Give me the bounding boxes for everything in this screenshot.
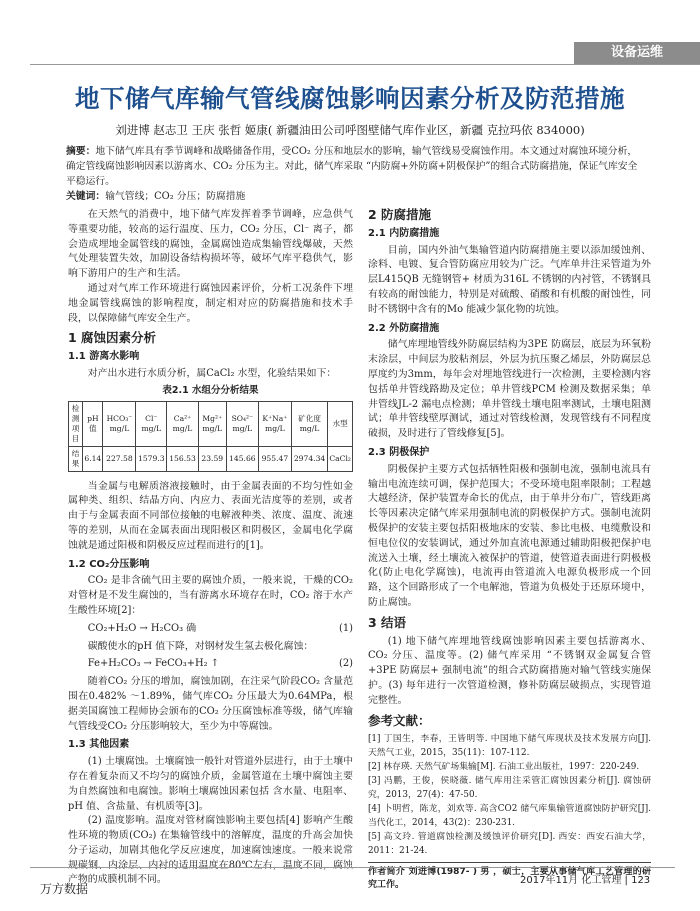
intro-paragraph-2: 通过对气库工作环境进行腐蚀因素评价，分析工况条件下埋地金属管线腐蚀的影响程度，制定相对应的防腐措施和技术手段，以保障储气库安全生产。 <box>68 282 353 324</box>
keywords-label: 关键词： <box>66 191 106 202</box>
table-row <box>69 446 353 471</box>
reference-item: [4] 卜明哲，陈龙，刘欢等. 高含CO2 储气库集输管道腐蚀防护研究[J]. 当代化工，2014，43(2)：230-231. <box>368 804 651 829</box>
reference-item: [3] 冯鹏，王俊，侯晓薇. 储气库用注采管汇腐蚀因素分析[J]. 腐蚀研究，2013，27(4)：47-50. <box>368 776 651 801</box>
table-cell: 955.47 <box>258 446 291 471</box>
section-1-1-heading: 1.1 游离水影响 <box>68 351 140 363</box>
intro-paragraph-1: 在天然气的消费中，地下储气库发挥着季节调峰，应急供气等重要功能，较高的运行温度、压力，CO₂ 分压，Cl⁻ 离子，都会造成埋地金属管线的腐蚀，金属腐蚀造成集输管线爆破，天然气处理装置失效，加剧设备结构损坏等，破坏气库平稳供气，影响下游用户的生产和生活。 <box>68 209 353 280</box>
table-header-cell: pH值 <box>83 401 103 446</box>
section-2-2-heading: 2.2 外防腐措施 <box>368 322 440 334</box>
table-header-cell: 水型 <box>328 401 353 446</box>
table-header-cell: 矿化度 mg/L <box>291 401 328 446</box>
table-cell: 1579.3 <box>136 446 167 471</box>
table-caption: 表2.1 水组分分析结果 <box>162 384 259 396</box>
water-paragraph-2: 当金属与电解质溶液接触时，由于金属表面的不均匀性如金属种类、组织、结晶方向、内应力、表面光洁度等的差别，或者由于与金属表面不同部位接触的电解液种类、浓度、温度、流速等的差别，从而在金属表面出现阳极区和阴极区，金属电化学腐蚀就是通过阳极和阴极反应过程而进行的[1]。 <box>68 480 353 551</box>
table-cell: 6.14 <box>83 446 103 471</box>
section-3-heading: 3 结语 <box>368 614 407 630</box>
right-column <box>368 208 651 892</box>
outer-protection-paragraph: 储气库埋地管线外防腐层结构为3PE 防腐层，底层为环氧粉末涂层，中间层为胶粘剂层，外层为抗压聚乙烯层，外防腐层总厚度约为3mm，每年会对埋地管线进行一次检测，主要检测内容包括单井管线路勘及定位；单井管线PCM 检测及数据采集；单井管线JL-2 漏电点检测；单井管线土壤电阻率测试，土壤电阻测试；单井管线壁厚测试，通过对管线检测，发现管线有不同程度破损，及时进行了管线修复[5]。 <box>368 339 651 440</box>
table-header-cell: Ca²⁺ mg/L <box>167 401 199 446</box>
equation-1 <box>68 622 353 637</box>
equation-2 <box>68 657 353 672</box>
table-header-cell: Mg²⁺ mg/L <box>198 401 226 446</box>
co2-paragraph-3: 随着CO₂ 分压的增加，腐蚀加剧，在注采气阶段CO₂ 含量范围在0.482% ～1.89%，储气库CO₂ 分压最大为0.64MPa，根据美国腐蚀工程师协会颁布的CO₂ 分压腐蚀标准等级，储气库输气管线受CO₂ 分压影响较大，至少为中等腐蚀。 <box>68 676 353 732</box>
table-header-cell: K⁺Na⁺ mg/L <box>258 401 291 446</box>
authors-line: 刘进博 赵志卫 王庆 张哲 姬康( 新疆油田公司呼图壁储气库作业区，新疆 克拉玛依 834000) <box>115 123 585 137</box>
reference-item: [1] 丁国生，李春，王皆明等. 中国地下储气库现状及技术发展方向[J]. 天然气工业，2015，35(11)：107-112. <box>368 734 651 759</box>
source-watermark: 万方数据 <box>40 882 89 896</box>
water-analysis-table <box>68 401 353 472</box>
abstract-block <box>66 144 638 204</box>
equation-1-body: CO₂+H₂O → H₂CO₃ 确 <box>87 622 197 634</box>
reference-item: [5] 高文玲. 管道腐蚀检测及缓蚀评价研究[D]. 西安：西安石油大学，2011：21-24. <box>368 832 651 857</box>
abstract-label: 摘要： <box>66 146 96 157</box>
section-1-2-heading: 1.2 CO₂分压影响 <box>68 558 150 570</box>
table-cell: 156.53 <box>167 446 199 471</box>
section-2-1-heading: 2.1 内防腐措施 <box>368 227 440 239</box>
cathodic-protection-paragraph: 阴极保护主要方式包括牺牲阳极和强制电流，强制电流具有输出电流连续可调，保护范围大；不受环境电阻率限制；工程越大越经济，保护装置寿命长的优点，由于单井分布广，管线距离长等因素决定储气库采用强制电流的阴极保护方式。强制电流阴极保护的安装主要包括阳极地床的安装、参比电极、电缆敷设和恒电位仪的安装调试，通过外加直流电源通过辅助阳极把保护电流送入土壤，经土壤流入被保护的管道，使管道表面进行阴极极化(防止电化学腐蚀)，电流再由管道流入电源负极形成一个回路，这个回路形成了一个电解池，管道为负极处于还原环境中，防止腐蚀。 <box>368 463 651 608</box>
table-cell: 结果 <box>69 446 83 471</box>
author-bio: 作者简介 刘进博(1987- ) 男 ，硕士，主要从事储气库工艺管理的研究工作。 <box>368 862 651 892</box>
co2-paragraph-2: 碳酸使水的pH 值下降，对钢材发生氢去极化腐蚀： <box>87 640 314 652</box>
section-2-heading: 2 防腐措施 <box>368 207 432 222</box>
inner-protection-paragraph: 目前，国内外油气集输管道内防腐措施主要以添加缓蚀剂、涂料、电镀、复合管防腐应用较为广泛。气库单井注采管道为外层L415QB 无缝钢管+ 材质为316L 不锈钢的内衬管，不锈钢具有较高的耐蚀能力，特别是对硫酸、硝酸和有机酸的耐蚀性，同时不锈钢中含有的Mo 能减少氯化物的坑蚀。 <box>368 244 651 315</box>
table-header-cell: 检测项目 <box>69 401 83 446</box>
co2-paragraph-1: CO₂ 是非含硫气田主要的腐蚀介质，一般来说，干燥的CO₂ 对管材是不发生腐蚀的，当有游离水环境存在时，CO₂ 溶于水产生酸性环境[2]： <box>68 575 353 616</box>
table-cell: 2974.34 <box>291 446 328 471</box>
table-header-cell: SO₄²⁻ mg/L <box>226 401 258 446</box>
keywords-text: 输气管线；CO₂ 分压；防腐措施 <box>105 191 246 202</box>
bottom-rule <box>30 867 675 868</box>
section-2-3-heading: 2.3 阴极保护 <box>368 446 430 458</box>
equation-2-body: Fe+H₂CO₃ → FeCO₃+H₂ ↑ <box>87 658 219 670</box>
equation-1-number: (1) <box>339 622 353 634</box>
references-heading: 参考文献： <box>368 712 431 728</box>
abstract-text: 地下储气库具有季节调峰和战略储备作用，受CO₂ 分压和地层水的影响，输气管线易受腐蚀作用。本文通过对腐蚀环境分析，确定管线腐蚀影响因素以游离水、CO₂ 分压为主。对此，储气库采取 “内防腐+外防腐+阴极保护”的组合式防腐措施，保证气库安全平稳运行。 <box>66 146 638 187</box>
equation-2-number: (2) <box>339 658 353 670</box>
references <box>368 714 651 859</box>
table-cell: 145.66 <box>226 446 258 471</box>
page-footer: 2017年11月 化工管理 | 123 <box>520 875 651 886</box>
section-1-heading: 1 腐蚀因素分析 <box>68 330 157 346</box>
other-paragraph-1: (1) 土壤腐蚀。土壤腐蚀一般针对管道外层进行，由于土壤中存在着复杂而又不均匀的腐蚀介质，金属管道在土壤中腐蚀主要为自然腐蚀和电腐蚀。影响土壤腐蚀因素包括 含水量、电阻率、pH 值、含盐量、有机质等[3]。 <box>68 756 353 812</box>
article-title: 地下储气库输气管线腐蚀影响因素分析及防范措施 <box>75 84 625 113</box>
other-paragraph-2: (2) 温度影响。温度对管材腐蚀影响主要包括[4] 影响产生酸性环境的物质(CO₂) 在集输管线中的溶解度，温度的升高会加快分子运动，加剧其他化学反应速度，加速腐蚀速度。一般来说常规碳钢、内涂层、内衬的适用温度在80℃左右，温度不同，腐蚀产物的成膜机制不同。 <box>68 815 353 886</box>
table-cell: CaCl₂ <box>328 446 353 471</box>
conclusion-paragraph: (1) 地下储气库埋地管线腐蚀影响因素主要包括游离水、CO₂ 分压、温度等。(2) 储气库采用 “不锈钢双金属复合管+3PE 防腐层+ 强制电流”的组合式防腐措施对输气管线实施保护。(3) 每年进行一次管道检测，修补防腐层破损点，实现管道完整性。 <box>368 635 651 706</box>
section-tag: 设备运维 <box>574 42 700 64</box>
left-column <box>68 208 353 888</box>
section-1-3-heading: 1.3 其他因素 <box>68 739 130 751</box>
table-cell: 227.58 <box>103 446 136 471</box>
table-header-cell: Cl⁻ mg/L <box>136 401 167 446</box>
water-text: 对产出水进行水质分析，属CaCl₂ 水型，化验结果如下： <box>87 367 337 379</box>
table-cell: 23.59 <box>198 446 226 471</box>
reference-item: [2] 林存瑛. 天然气矿场集输[M]. 石油工业出版社，1997：220-249. <box>368 762 640 773</box>
top-rule <box>30 64 700 65</box>
table-header-cell: HCO₃⁻ mg/L <box>103 401 136 446</box>
table-header-row <box>69 401 353 446</box>
